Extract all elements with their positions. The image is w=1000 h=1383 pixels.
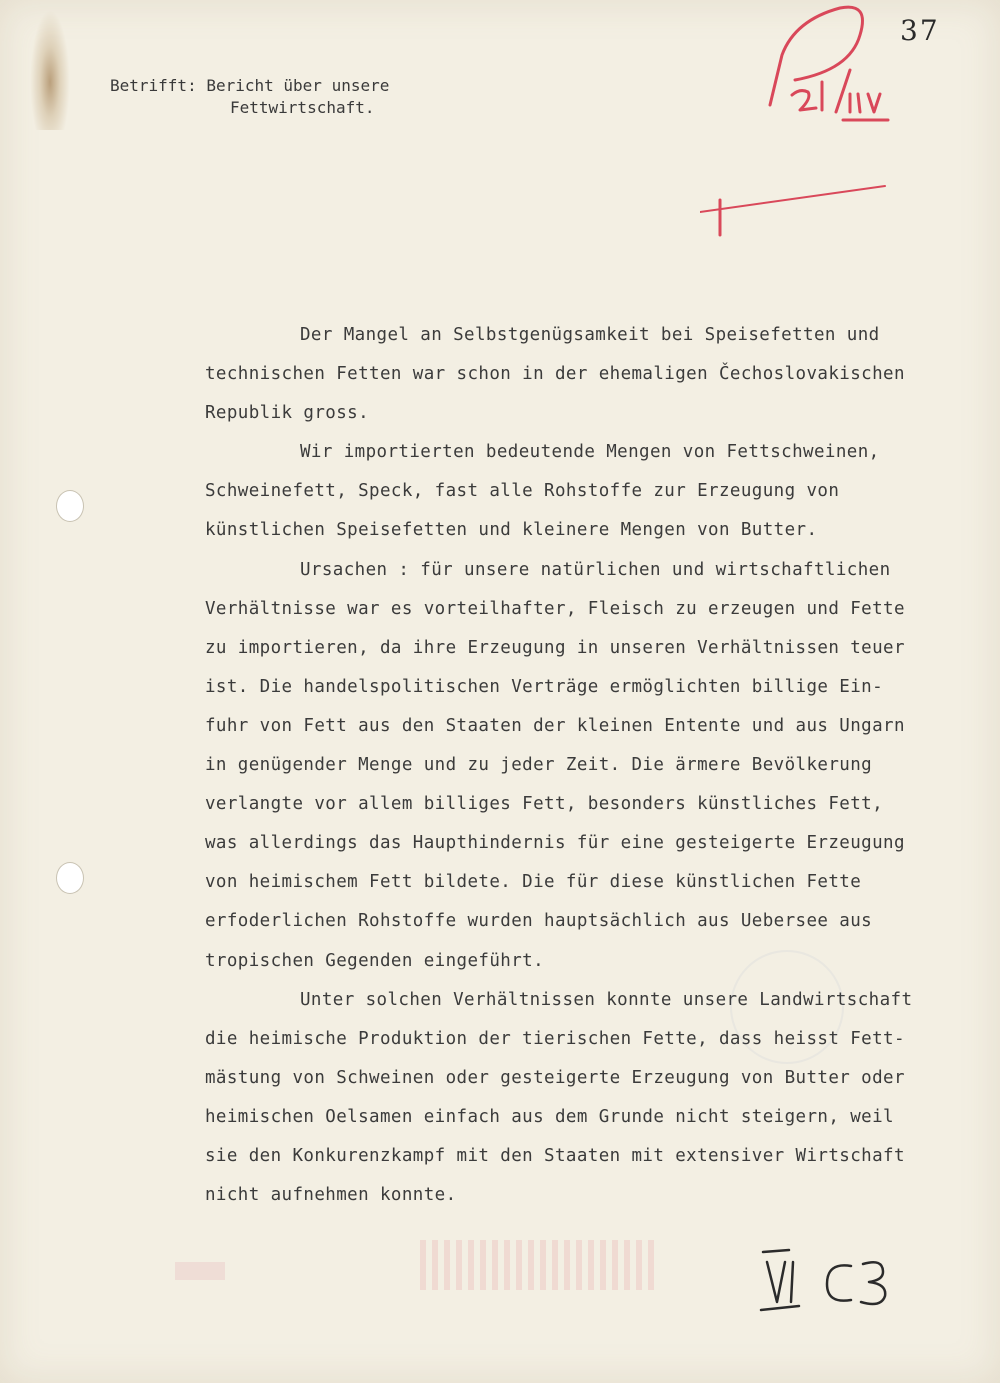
subject-line-1: Bericht über unsere [206,76,390,95]
faded-red-stamp [420,1240,660,1290]
text-line: künstlichen Speisefetten und kleinere Mengen von Butter. [205,520,818,541]
text-line: verlangte vor allem billiges Fett, besonders künstliches Fett, [205,794,884,815]
text-line: tropischen Gegenden eingeführt. [205,950,545,971]
subject-label: Betrifft: [110,76,197,95]
text-line: Unter solchen Verhältnissen konnte unsere Landwirtschaft [300,989,913,1010]
text-line: zu importieren, da ihre Erzeugung in unseren Verhältnissen teuer [205,637,905,658]
text-line: technischen Fetten war schon in der ehemaligen Čechoslovakischen [205,364,905,385]
text-line: Verhältnisse war es vorteilhafter, Fleisch zu erzeugen und Fette [205,598,905,619]
subject-block [110,75,389,119]
red-pencil-annotation [700,0,900,240]
text-line: Wir importierten bedeutende Mengen von Fettschweinen, [300,442,880,463]
text-line: von heimischem Fett bildete. Die für diese künstlichen Fette [205,872,862,893]
text-line: erfoderlichen Rohstoffe wurden hauptsächlich aus Uebersee aus [205,911,873,932]
text-line: sie den Konkurenzkampf mit den Staaten mit extensiver Wirtschaft [205,1145,905,1166]
typed-body-text [205,316,975,1215]
rust-stain [30,10,70,130]
faded-stamp-left [175,1262,225,1280]
text-line: in genügender Menge und zu jeder Zeit. Die ärmere Bevölkerung [205,755,873,776]
punch-hole-top [56,490,84,522]
faint-stamp [730,950,844,1064]
text-line: heimischen Oelsamen einfach aus dem Grunde nicht steigern, weil [205,1106,894,1127]
text-line: Republik gross. [205,403,370,424]
text-line: was allerdings das Haupthindernis für eine gesteigerte Erzeugung [205,833,905,854]
text-line: nicht aufnehmen konnte. [205,1185,457,1206]
handwritten-file-mark [755,1248,905,1328]
text-line: Der Mangel an Selbstgenügsamkeit bei Speisefetten und [300,325,880,345]
subject-line-2: Fettwirtschaft. [230,98,375,117]
punch-hole-bottom [56,862,84,894]
text-line: mästung von Schweinen oder gesteigerte Erzeugung von Butter oder [205,1067,905,1088]
text-line: die heimische Produktion der tierischen Fette, dass heisst Fett- [205,1028,905,1049]
text-line: Ursachen : für unsere natürlichen und wirtschaftlichen [300,559,891,580]
text-line: Schweinefett, Speck, fast alle Rohstoffe zur Erzeugung von [205,481,840,502]
page-number: 37 [900,14,940,47]
text-line: fuhr von Fett aus den Staaten der kleinen Entente und aus Ungarn [205,715,905,736]
text-line: ist. Die handelspolitischen Verträge ermöglichten billige Ein- [205,676,884,697]
